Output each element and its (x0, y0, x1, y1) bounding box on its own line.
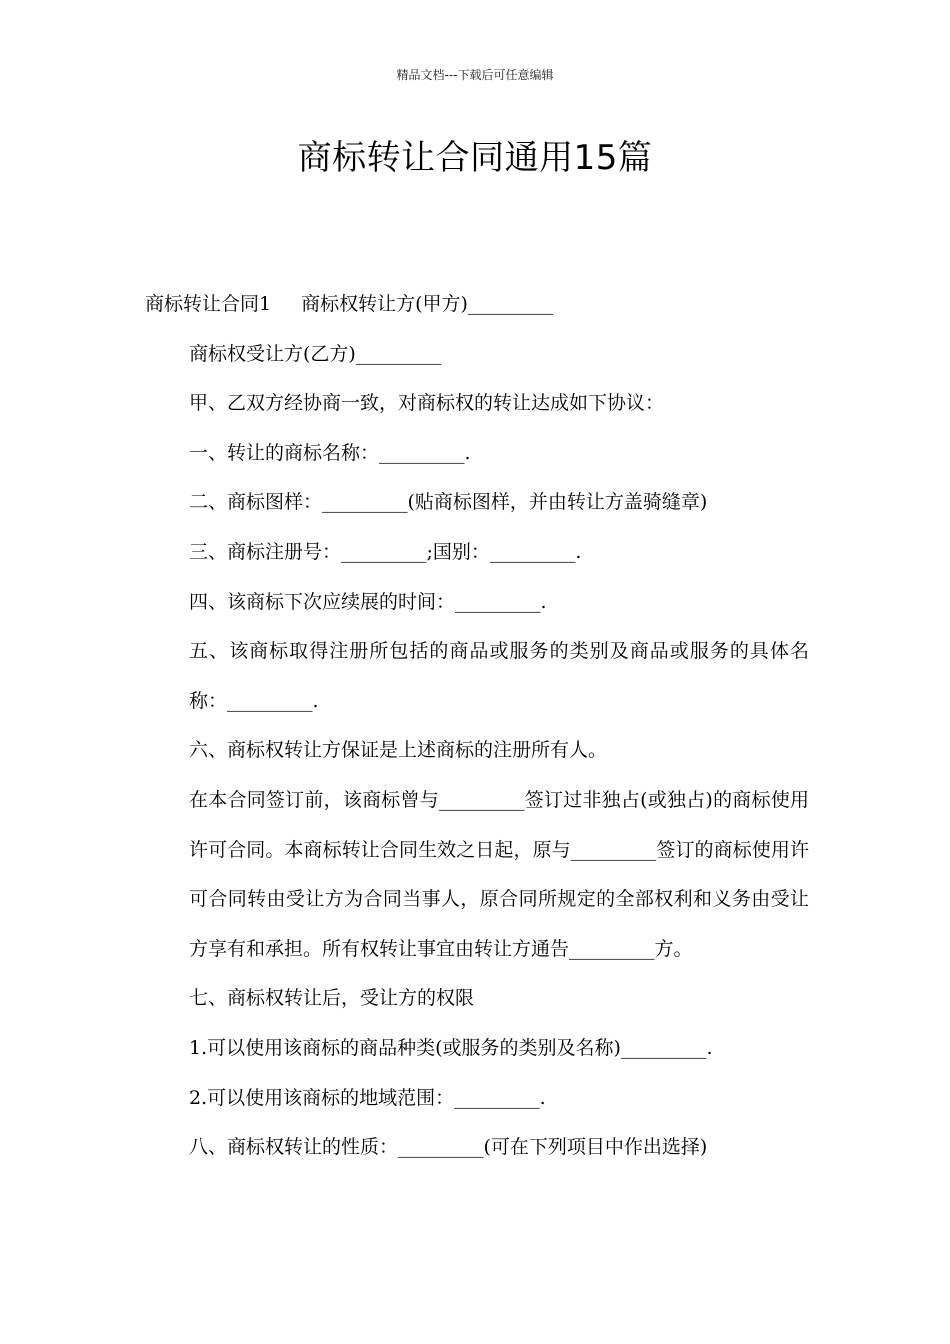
paragraph-clause-1: 一、转让的商标名称：_________. (189, 441, 471, 464)
paragraph-clause-2: 二、商标图样：_________(贴商标图样，并由转让方盖骑缝章) (189, 491, 708, 514)
paragraph-transferee: 商标权受让方(乙方)_________ (189, 342, 442, 365)
paragraph-clause-7-item-1: 1.可以使用该商标的商品种类(或服务的类别及名称)_________. (189, 1036, 713, 1059)
document-title: 商标转让合同通用15篇 (297, 138, 653, 178)
document-body (145, 280, 809, 1173)
paragraph-clause-5: 五、该商标取得注册所包括的商品或服务的类别及商品或服务的具体名称：_________. (189, 640, 809, 712)
paragraph-clause-8: 八、商标权转让的性质：_________(可在下列项目中作出选择) (189, 1136, 708, 1159)
paragraph-contract-heading (145, 280, 809, 330)
contract-number-label: 商标转让合同1 (145, 293, 272, 315)
transferor-line: 商标权转让方(甲方)_________ (301, 293, 554, 315)
header-note: 精品文档---下载后可任意编辑 (396, 68, 554, 82)
paragraph-clause-6: 六、商标权转让方保证是上述商标的注册所有人。 (189, 739, 608, 762)
paragraph-clause-3: 三、商标注册号：_________;国别：_________. (189, 540, 582, 563)
paragraph-prior-license: 在本合同签订前，该商标曾与_________签订过非独占(或独占)的商标使用许可合同。本商标转让合同生效之日起，原与_________签订的商标使用许可合同转由受让方为合同当事人，原合同所规定的全部权利和义务由受让方享有和承担。所有权转让事宜由转让方通告_________方。 (189, 788, 809, 960)
paragraph-agreement-intro: 甲、乙双方经协商一致，对商标权的转让达成如下协议： (189, 392, 665, 415)
paragraph-clause-7-item-2: 2.可以使用该商标的地域范围：_________. (189, 1086, 546, 1109)
paragraph-clause-4: 四、该商标下次应续展的时间：_________. (189, 590, 547, 613)
paragraph-clause-7: 七、商标权转让后，受让方的权限 (189, 987, 475, 1010)
